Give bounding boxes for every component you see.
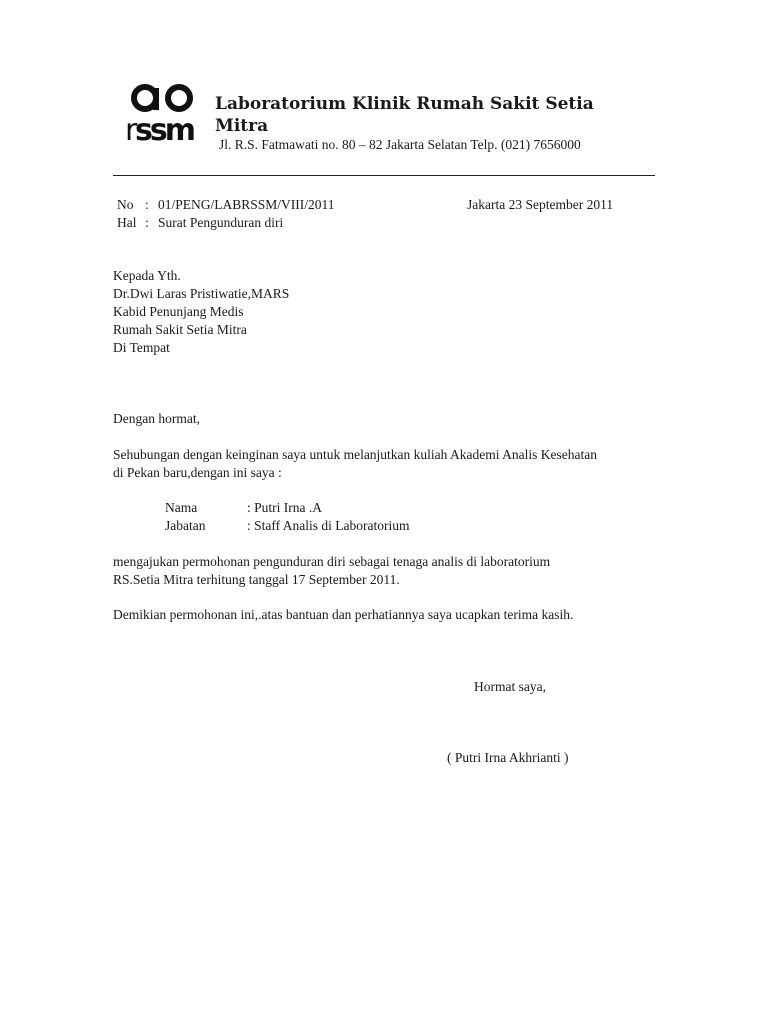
recipient-line-4: Rumah Sakit Setia Mitra: [113, 322, 247, 337]
recipient-line-2: Dr.Dwi Laras Pristiwatie,MARS: [113, 286, 290, 301]
closing-salutation: Hormat saya,: [474, 679, 546, 694]
signature-name: ( Putri Irna Akhrianti ): [447, 750, 569, 765]
reference-no-value: 01/PENG/LABRSSM/VIII/2011: [158, 197, 335, 212]
reference-hal-value: Surat Pengunduran diri: [158, 215, 284, 230]
paragraph-3: Demikian permohonan ini,.atas bantuan dan perhatiannya saya ucapkan terima kasih.: [113, 607, 574, 622]
nama-value: : Putri Irna .A: [247, 500, 322, 515]
paragraph-1-line-2: di Pekan baru,dengan ini saya :: [113, 465, 282, 480]
reference-no-separator: :: [145, 197, 149, 212]
paragraph-2-line-1: mengajukan permohonan pengunduran diri sebagai tenaga analis di laboratorium: [113, 554, 551, 569]
paragraph-1-line-1: Sehubungan dengan keinginan saya untuk melanjutkan kuliah Akademi Analis Kesehatan: [113, 447, 598, 462]
reference-hal-label: Hal: [117, 215, 137, 230]
recipient-line-1: Kepada Yth.: [113, 268, 181, 283]
rssm-logo-icon: [123, 80, 203, 144]
recipient-line-5: Di Tempat: [113, 340, 170, 355]
place-date: Jakarta 23 September 2011: [467, 197, 614, 212]
svg-text:ssm: ssm: [135, 113, 193, 144]
reference-hal-separator: :: [145, 215, 149, 230]
nama-label: Nama: [165, 500, 198, 515]
svg-text:r: r: [125, 113, 136, 144]
letterhead-divider: [113, 175, 655, 176]
greeting: Dengan hormat,: [113, 411, 200, 426]
jabatan-value: : Staff Analis di Laboratorium: [247, 518, 410, 533]
organization-address: Jl. R.S. Fatmawati no. 80 – 82 Jakarta Selatan Telp. (021) 7656000: [219, 137, 581, 152]
organization-name: Laboratorium Klinik Rumah Sakit Setia Mitra: [215, 94, 594, 136]
reference-no-label: No: [117, 197, 134, 212]
paragraph-2-line-2: RS.Setia Mitra terhitung tanggal 17 September 2011.: [113, 572, 400, 587]
jabatan-label: Jabatan: [165, 518, 206, 533]
recipient-line-3: Kabid Penunjang Medis: [113, 304, 244, 319]
